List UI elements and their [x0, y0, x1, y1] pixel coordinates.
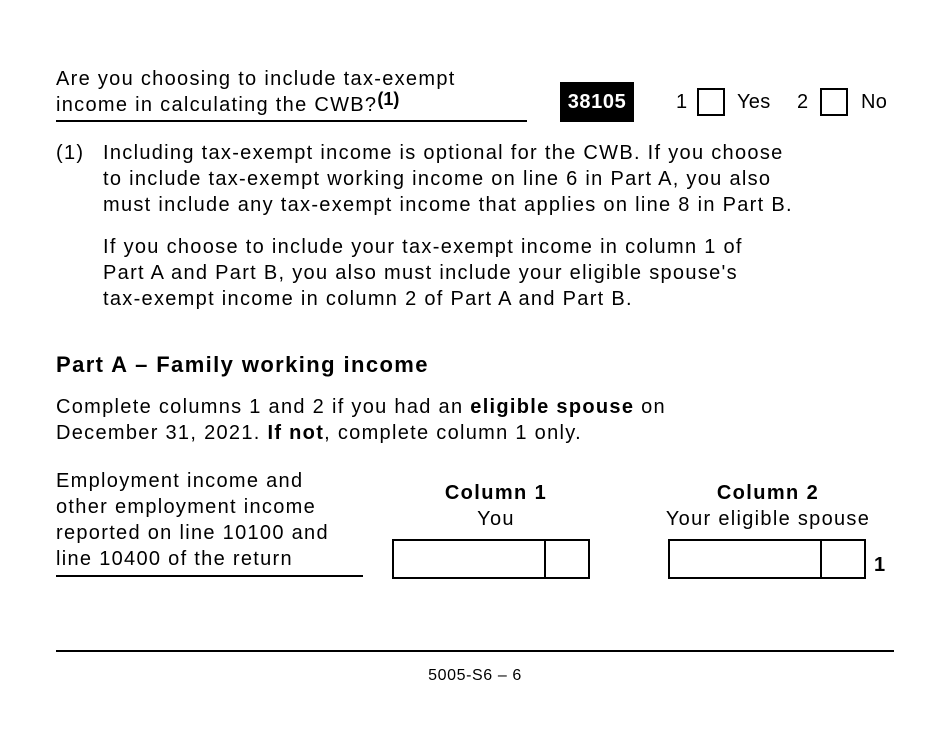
part-a-title: Part A – Family working income	[56, 352, 429, 377]
footnote-p2-line: If you choose to include your tax-exempt income in column 1 of	[103, 236, 743, 258]
option-yes-label: Yes	[737, 91, 771, 113]
part-a-instructions	[56, 394, 666, 446]
footnote-p1-line: must include any tax-exempt income that applies on line 8 in Part B.	[103, 194, 793, 216]
question-line-1: Are you choosing to include tax-exempt	[56, 68, 456, 90]
yes-checkbox[interactable]	[697, 88, 725, 116]
employment-label-line: line 10400 of the return	[56, 548, 293, 570]
option-no-number: 2	[797, 91, 809, 113]
instruction-text: , complete column 1 only.	[324, 422, 582, 444]
question-line-2	[56, 89, 526, 118]
column-1-cents-field[interactable]	[546, 541, 588, 577]
footer-rule	[56, 650, 894, 652]
footnote-p1-line: Including tax-exempt income is optional for the CWB. If you choose	[103, 142, 784, 164]
column-2-title: Column 2	[716, 482, 820, 504]
line-number: 1	[874, 554, 886, 576]
instruction-text: Complete columns 1 and 2 if you had an	[56, 396, 471, 418]
column-1-header	[392, 480, 600, 532]
footnote-marker: (1)	[56, 142, 85, 164]
employment-income-label	[56, 468, 329, 572]
column-1-subtitle: You	[477, 508, 515, 530]
cwb-question	[56, 66, 526, 118]
instruction-text: December 31, 2021.	[56, 422, 268, 444]
column-1-amount-field[interactable]	[392, 539, 590, 579]
employment-label-line: Employment income and	[56, 470, 304, 492]
form-identifier: 5005-S6 – 6	[428, 667, 522, 684]
column-2-subtitle: Your eligible spouse	[665, 508, 871, 530]
column-1-dollars-field[interactable]	[394, 541, 546, 577]
line-code: 38105	[567, 90, 627, 113]
column-2-cents-field[interactable]	[822, 541, 864, 577]
employment-label-underline	[56, 575, 363, 577]
employment-label-line: other employment income	[56, 496, 317, 518]
footnote-paragraph-1	[103, 140, 793, 218]
column-1-title: Column 1	[444, 482, 548, 504]
option-yes-number: 1	[676, 91, 688, 113]
employment-label-line: reported on line 10100 and	[56, 522, 329, 544]
footnote-p2-line: tax-exempt income in column 2 of Part A and Part B.	[103, 288, 633, 310]
option-no-label: No	[861, 91, 888, 113]
eligible-spouse-term: eligible spouse	[470, 396, 635, 418]
instruction-line-2	[56, 420, 666, 446]
instruction-line-1	[56, 394, 666, 420]
if-not-term: If not	[267, 422, 325, 444]
no-checkbox[interactable]	[820, 88, 848, 116]
question-underline	[56, 120, 527, 122]
footnote-reference: (1)	[377, 89, 400, 109]
question-line-2-text: income in calculating the CWB?	[56, 94, 378, 116]
column-2-header	[648, 480, 888, 532]
footnote-p1-line: to include tax-exempt working income on line 6 in Part A, you also	[103, 168, 772, 190]
instruction-text: on	[634, 396, 666, 418]
column-2-amount-field[interactable]	[668, 539, 866, 579]
footnote-paragraph-2	[103, 234, 743, 312]
line-code-box	[560, 82, 634, 122]
footnote-p2-line: Part A and Part B, you also must include your eligible spouse's	[103, 262, 738, 284]
column-2-dollars-field[interactable]	[670, 541, 822, 577]
